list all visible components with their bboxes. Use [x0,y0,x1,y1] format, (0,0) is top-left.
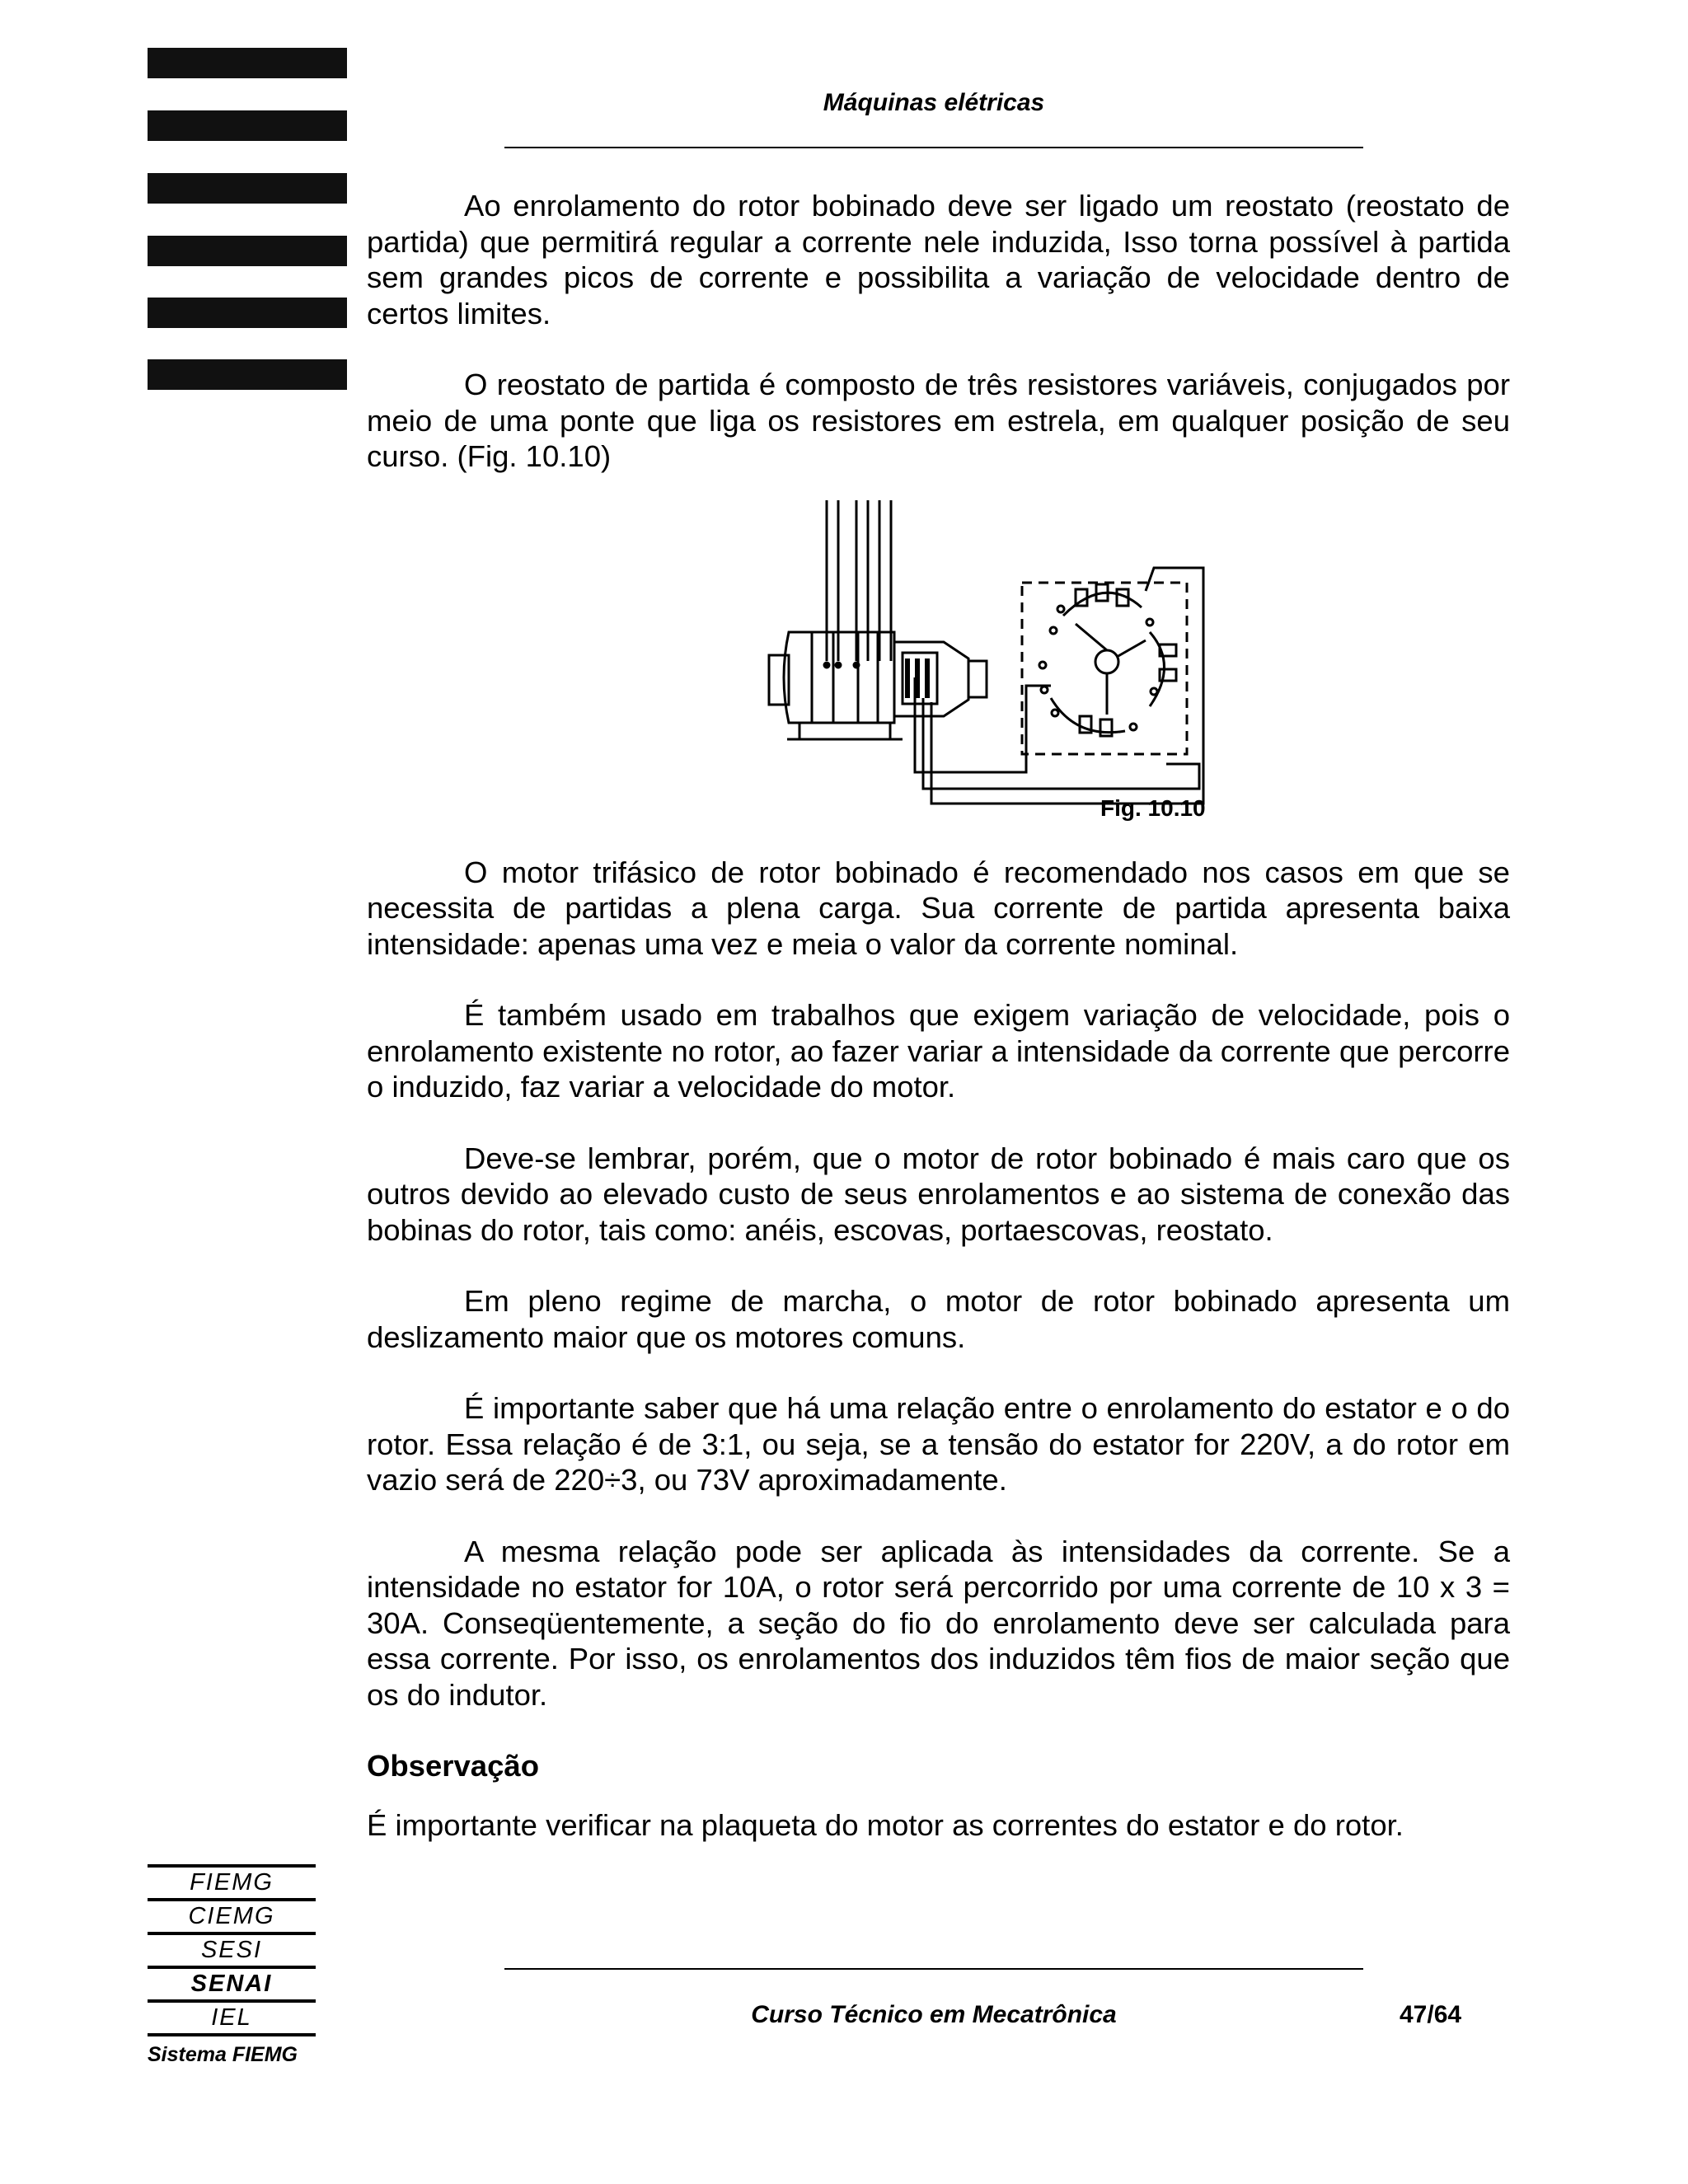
main-content [367,188,1510,1843]
page-number: 47/64 [1400,2001,1462,2028]
paragraph: O reostato de partida é composto de três resistores variáveis, conjugados por meio de uma ponte que liga os resistores em estrela, em qualquer posição de seu curso. (Fig. 10.10) [367,368,1510,473]
sidebar-decor-bar [148,110,347,141]
motor-rheostat-diagram [367,500,1510,830]
logo-row-iel: IEL [148,1999,316,2036]
sidebar-decor-bar [148,48,347,78]
paragraph: É também usado em trabalhos que exigem variação de velocidade, pois o enrolamento existente no rotor, ao fazer variar a intensidade da corrente que percorre o induzido, faz variar a velocidade do motor. [367,998,1510,1104]
sidebar-decor-bar [148,298,347,328]
figure-motor-rheostat [367,500,1510,830]
footer-rule [504,1968,1363,1970]
sidebar-decor-bar [148,359,347,390]
paragraph: Deve-se lembrar, porém, que o motor de rotor bobinado é mais caro que os outros devido ao elevado custo de seus enrolamentos e ao sistema de conexão das bobinas do rotor, tais como: anéis, escovas, portaescovas, reostato. [367,1141,1510,1247]
paragraph: Ao enrolamento do rotor bobinado deve ser ligado um reostato (reostato de partida) que permitirá regular a corrente nele induzida, Isso torna possível à partida sem grandes picos de corrente e possibilita a variação de velocidade dentro de certos limites. [367,189,1510,330]
paragraph: O motor trifásico de rotor bobinado é recomendado nos casos em que se necessita de partidas a plena carga. Sua corrente de partida apresenta baixa intensidade: apenas uma vez e meia o valor da corrente nominal. [367,855,1510,961]
logo-subtitle: Sistema FIEMG [148,2043,298,2066]
observation-text: É importante verificar na plaqueta do motor as correntes do estator e do rotor. [367,1807,1404,1842]
paragraph: É importante saber que há uma relação entre o enrolamento do estator e o do rotor. Essa relação é de 3:1, ou seja, se a tensão do estator for 220V, a do rotor em vazio será de 220÷3, ou 73V aproximadamente. [367,1391,1510,1497]
logo-row-fiemg: FIEMG [148,1864,316,1898]
footer-course-title: Curso Técnico em Mecatrônica [751,2001,1117,2028]
logo-row-sesi: SESI [148,1932,316,1966]
header-rule [504,147,1363,148]
page-header-title: Máquinas elétricas [823,89,1045,116]
sidebar-decor-bar [148,236,347,266]
logo-row-senai: SENAI [148,1966,316,1999]
sidebar-decor-bar [148,173,347,204]
logo-row-ciemg: CIEMG [148,1898,316,1932]
paragraph: Em pleno regime de marcha, o motor de rotor bobinado apresenta um deslizamento maior que os motores comuns. [367,1284,1510,1354]
figure-caption: Fig. 10.10 [1100,794,1206,821]
fiemg-system-logo [148,1864,316,2067]
observation-heading: Observação [367,1749,539,1783]
paragraph: A mesma relação pode ser aplicada às intensidades da corrente. Se a intensidade no estator for 10A, o rotor será percorrido por uma corrente de 10 x 3 = 30A. Conseqüentemente, a seção do fio do enrolamento deve ser calculada para essa corrente. Por isso, os enrolamentos dos induzidos têm fios de maior seção que os do indutor. [367,1534,1510,1712]
